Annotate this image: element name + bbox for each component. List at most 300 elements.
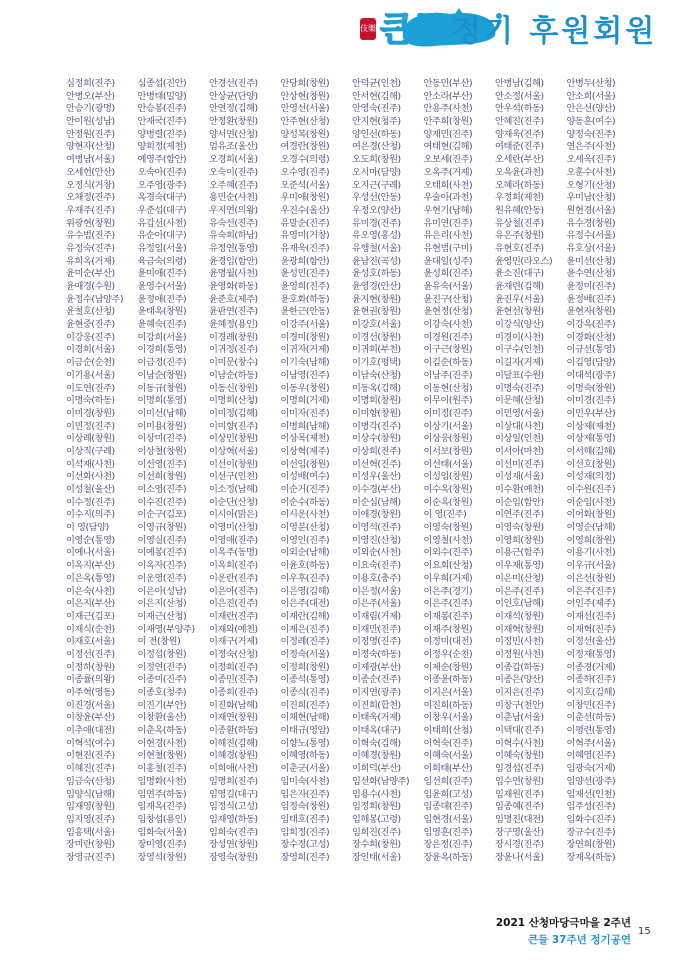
member-name: 이선이(창원) (209, 458, 258, 470)
member-name: 이정연(진주) (137, 661, 187, 673)
member-name: 이춘옥(하동) (137, 725, 187, 737)
member-name: 이미경(진주) (566, 395, 616, 407)
member-name: 이재혁(창원) (495, 623, 544, 635)
member-name: 이종환(하동) (209, 725, 258, 737)
member-name: 이정하(창원) (66, 661, 115, 673)
member-name: 이미정(진주) (423, 407, 473, 419)
member-name: 이도연(진주) (66, 382, 115, 394)
member-name: 이태희(산청) (423, 725, 473, 737)
member-name: 이정희(진주) (209, 661, 258, 673)
member-name: 윤광희(함안) (280, 255, 330, 267)
member-name: 이상혁(제주) (280, 445, 330, 457)
member-name: 이정우(순천) (423, 648, 473, 660)
member-name: 안병남(김해) (495, 78, 544, 89)
member-name: 유정연(통영) (209, 242, 258, 254)
member-name: 이순임(함안) (495, 496, 544, 508)
member-name: 이상제(통영) (566, 433, 616, 445)
member-name: 이성임(창원) (423, 471, 473, 483)
member-name: 유순아(대구) (137, 230, 187, 242)
member-name: 유숙선(진주) (209, 217, 258, 229)
member-name: 이남주(진주) (423, 369, 473, 381)
member-name: 이연주(진주) (495, 509, 544, 521)
member-name: 안영숙(진주) (352, 103, 401, 115)
member-name: 안주현(산청) (280, 116, 330, 128)
member-name: 유은리(사천) (423, 230, 473, 242)
member-name: 임경섭(진주) (495, 763, 544, 775)
member-name: 안영선(서울) (280, 103, 330, 115)
member-name: 이경례(창원) (209, 331, 258, 343)
member-name: 오태희(사천) (423, 179, 473, 191)
member-name: 임재영(하동) (209, 813, 258, 825)
member-name: 이금정(진주) (137, 357, 187, 369)
member-name: 윤성호(하동) (352, 268, 401, 280)
member-name: 이영규(창원) (137, 522, 187, 534)
member-name: 유갑선(사천) (137, 217, 187, 229)
member-name: 이희애(사천) (209, 763, 258, 775)
member-name: 오옥주(거제) (423, 166, 473, 178)
member-name: 이강숙(사천) (423, 319, 473, 331)
member-name: 윤정수(남양주) (66, 293, 124, 305)
member-name: 이기호(평택) (352, 357, 401, 369)
member-name: 이옥지(부산) (66, 560, 115, 572)
member-name: 이진희(합천) (352, 699, 401, 711)
member-name: 이용호(충주) (352, 572, 401, 584)
member-name: 이영진(산청) (352, 534, 401, 546)
member-name: 이기용(서울) (66, 369, 115, 381)
member-name: 이미정(김해) (209, 407, 258, 419)
member-name: 우술아(과천) (423, 192, 473, 204)
member-name: 이종석(통영) (280, 674, 330, 686)
member-name: 이영희(창원) (495, 534, 544, 546)
member-name: 윤대일(성주) (423, 255, 473, 267)
member-name: 심정희(진주) (66, 78, 115, 89)
member-name: 이정선(진주) (66, 648, 115, 660)
member-name: 이시아(맑은) (209, 509, 258, 521)
member-name: 이은진(진주) (209, 598, 258, 610)
member-name: 윤영화(하동) (209, 281, 258, 292)
member-name: 이태규(영암) (280, 725, 330, 737)
member-name: 이김영(담양) (566, 357, 616, 369)
member-name: 안당희(창원) (280, 78, 330, 89)
member-name: 오보세(진주) (423, 154, 473, 166)
member-name: 이명희(산청) (209, 395, 258, 407)
member-name: 임재선(인천) (566, 788, 616, 800)
member-name: 이강호(서울) (352, 319, 401, 331)
member-name: 오세헌(안산) (66, 166, 115, 178)
member-name: 이경미(창원) (280, 331, 330, 343)
member-name: 안재국(진주) (137, 116, 187, 128)
member-name: 이현철(창원) (137, 750, 187, 762)
member-name: 이종식(진주) (280, 687, 330, 698)
member-name: 오훈수(사천) (566, 166, 616, 178)
member-name: 양정숙(진주) (566, 128, 616, 140)
member-name: 이경희(서울) (66, 344, 115, 356)
member-name: 오수영(진주) (280, 166, 330, 178)
member-name: 오세란(부산) (495, 154, 544, 166)
member-name: 이수정(진주) (66, 496, 115, 508)
member-name: 이선미(진주) (495, 458, 544, 470)
member-name: 임광숙(거제) (566, 763, 616, 775)
member-name: 이명숙(창원) (566, 382, 616, 394)
member-name: 유정임(서울) (137, 242, 187, 254)
member-name: 유현범(구미) (423, 242, 473, 254)
member-name: 이선화(사천) (66, 471, 115, 483)
member-name: 안상현(창원) (280, 90, 330, 102)
member-name: 이정숙(서울) (280, 648, 330, 660)
member-name: 장재옥(하동) (566, 851, 616, 863)
member-name: 장영석(창원) (137, 851, 187, 863)
member-name: 임해봉(고령) (352, 813, 401, 825)
member-name: 이재란(김해) (280, 610, 330, 622)
member-name: 양희정(제천) (137, 141, 187, 153)
member-name: 장규수(진주) (566, 826, 616, 838)
member-name: 윤미선(산청) (566, 255, 616, 267)
member-name: 이수옥(창원) (423, 484, 473, 495)
member-name: 양인선(하동) (352, 128, 401, 140)
member-name: 오주영(광주) (137, 179, 187, 191)
member-name: 이상일(인천) (495, 433, 544, 445)
member-name: 이태옥(대구) (352, 725, 401, 737)
member-name: 이미향(창원) (352, 407, 401, 419)
member-name: 이시운(사천) (280, 509, 330, 521)
member-name: 이혁숙(김해) (352, 737, 401, 749)
member-name: 이종은(양산) (495, 674, 544, 686)
member-name: 이은정(서울) (352, 585, 401, 597)
member-name: 원유혜(안동) (495, 204, 544, 216)
member-name: 이선영(진주) (137, 458, 187, 470)
member-name: 유재욱(진주) (280, 242, 330, 254)
member-name: 연은주(사천) (566, 141, 616, 153)
member-name: 이수원(진주) (566, 484, 616, 495)
member-name: 이해진(김해) (209, 737, 258, 749)
member-name: 원현경(서울) (566, 204, 616, 216)
member-name: 윤판연(진주) (209, 306, 258, 318)
member-name: 윤한근(안동) (280, 306, 330, 318)
member-name: 이재식(순천) (66, 623, 115, 635)
member-name: 이영미(산청) (209, 522, 258, 534)
member-name: 안지현(청주) (352, 116, 401, 128)
member-name: 이상목(제천) (280, 433, 330, 445)
member-name: 안승기(광명) (66, 103, 115, 115)
member-name: 이용기(사천) (566, 547, 616, 559)
member-name: 안서현(김해) (352, 90, 401, 102)
member-name: 이명숙(하동) (66, 395, 115, 407)
member-name: 임주성(진주) (566, 801, 616, 813)
member-name: 심종섭(진안) (137, 78, 187, 89)
member-name: 이은주(진주) (495, 585, 544, 597)
member-name: 이강식(양산) (495, 319, 544, 331)
member-name: 유현호(진주) (495, 242, 544, 254)
member-name: 이창민(진주) (566, 699, 616, 711)
member-name: 이상수(창원) (352, 433, 401, 445)
member-name: 이종갑(하동) (495, 661, 544, 673)
member-name: 우지연(의왕) (209, 204, 258, 216)
member-name: 이남순(하동) (209, 369, 258, 381)
member-name: 이정희(창원) (280, 661, 330, 673)
member-name: 안소희(서울) (566, 90, 616, 102)
member-name: 이성배(여수) (280, 471, 330, 483)
member-name: 이 영(담양) (66, 522, 109, 534)
member-name: 윤유숙(서울) (423, 281, 473, 292)
member-name: 장시경(진주) (495, 839, 544, 851)
member-name: 이수경(부산) (352, 484, 401, 495)
member-name: 이명희(창원) (352, 395, 401, 407)
member-name: 이미향(진주) (209, 420, 258, 432)
member-name: 임창섭(용인) (137, 813, 187, 825)
member-name: 장성연(창원) (209, 839, 258, 851)
member-name: 이진화(남해) (209, 699, 258, 711)
member-name: 오경희(서울) (209, 154, 258, 166)
member-name: 이금순(순천) (66, 357, 115, 369)
member-name: 오경수(의령) (280, 154, 330, 166)
member-name: 이남숙(산청) (352, 369, 401, 381)
member-name: 이은주(대전) (280, 598, 330, 610)
member-name: 이순옥(창원) (423, 496, 473, 508)
member-name: 이성철(울산) (66, 484, 115, 495)
member-name: 임희진(진주) (352, 826, 401, 838)
member-name: 이재주(창원) (423, 623, 473, 635)
member-name: 이귀자(거제) (280, 344, 330, 356)
member-name: 이춘군(서울) (280, 763, 330, 775)
member-name: 이은지(산청) (137, 598, 187, 610)
member-name: 양서연(산청) (209, 128, 258, 140)
member-name: 안용주(사천) (423, 103, 473, 115)
member-name: 이성우(울산) (352, 471, 401, 483)
member-name: 오지근(구례) (352, 179, 401, 191)
member-name: 이진기(부안) (137, 699, 187, 711)
member-name: 이동옥(김해) (352, 382, 401, 394)
member-name: 윤소진(대구) (495, 268, 544, 280)
member-name: 이영순(통영) (66, 534, 115, 546)
member-name: 이경원(진주) (423, 331, 473, 343)
member-name: 윤미순(부산) (66, 268, 115, 280)
member-name: 유오영(홍성) (352, 230, 401, 242)
member-name: 오세욱(진주) (566, 154, 616, 166)
member-name: 여은경(산청) (352, 141, 401, 153)
member-name: 이외순(남해) (280, 547, 330, 559)
member-name: 우진수(울산) (280, 204, 330, 216)
member-name: 유수경(창원) (566, 217, 616, 229)
member-name: 이은영(김해) (280, 585, 330, 597)
member-name: 이미선(남해) (137, 407, 187, 419)
member-name: 이재은(진주) (280, 623, 330, 635)
member-name: 이선임(창원) (280, 458, 330, 470)
member-name: 이소영(진주) (137, 484, 187, 495)
member-name: 이정원(사천) (495, 648, 544, 660)
member-name: 우정오(양산) (352, 204, 401, 216)
member-name: 이은지(부산) (66, 598, 115, 610)
member-name: 이은주(진주) (423, 598, 473, 610)
member-name: 이기숙(남해) (280, 357, 330, 369)
member-name: 육금숙(의령) (137, 255, 187, 267)
member-name: 이옥희(진주) (209, 560, 258, 572)
member-name: 이 영(진주) (423, 509, 467, 521)
member-name: 유영미(거창) (280, 230, 330, 242)
member-name: 이무이(원주) (423, 395, 473, 407)
member-name: 이남영(진주) (280, 369, 330, 381)
member-name: 이진희(하동) (423, 699, 473, 711)
member-name: 이종경(거제) (566, 661, 616, 673)
member-name: 이재와(예천) (209, 623, 258, 635)
member-name: 이재란(진주) (209, 610, 258, 622)
member-name: 이선태(서울) (423, 458, 473, 470)
member-name: 유미경(진주) (352, 217, 401, 229)
member-name: 임태호(진주) (280, 813, 330, 825)
member-name: 임용수(사천) (352, 788, 401, 800)
member-name: 윤수연(산청) (566, 268, 616, 280)
member-name: 이동신(창원) (209, 382, 258, 394)
member-name: 윤철호(산청) (66, 306, 115, 318)
member-name: 안정원(진주) (66, 128, 115, 140)
member-name: 유상철(진주) (495, 217, 544, 229)
member-name: 우미남(산청) (566, 192, 616, 204)
member-name: 이외순(사천) (352, 547, 401, 559)
member-name: 이은주(경기) (423, 585, 473, 597)
member-name: 이운란(진주) (209, 572, 258, 584)
member-name: 양동훈(여수) (566, 116, 616, 128)
member-name: 장연희(창원) (566, 839, 616, 851)
member-name: 양병렬(진주) (137, 128, 187, 140)
member-name: 이창환(울산) (137, 712, 187, 724)
member-name: 이정재(통영) (566, 648, 616, 660)
member-name: 윤명월(사천) (209, 268, 258, 280)
member-name: 이혜숙(서울) (423, 750, 473, 762)
member-name: 이예봉(진주) (137, 547, 187, 559)
member-name: 임양선(광주) (566, 775, 616, 787)
member-name: 이미용(창원) (137, 420, 187, 432)
member-name: 유정숙(진주) (66, 242, 115, 254)
member-name: 이종하(진주) (566, 674, 616, 686)
member-name: 임희숙(진주) (209, 826, 258, 838)
member-name: 윤영민(라오스) (495, 255, 553, 267)
member-name: 이혜영(진주) (566, 750, 616, 762)
member-name: 이윤호(하동) (280, 560, 330, 572)
member-name: 윤성희(진주) (423, 268, 473, 280)
member-name: 임재영(창원) (66, 801, 115, 813)
member-name: 이은선(창원) (566, 572, 616, 584)
member-name: 이종률(의왕) (66, 674, 115, 686)
member-name: 우미애(창원) (280, 192, 330, 204)
member-name: 장수희(창원) (352, 839, 401, 851)
member-name: 예영주(함안) (137, 154, 187, 166)
member-name: 이동우(창원) (280, 382, 330, 394)
member-name: 오혜라(하동) (495, 179, 544, 191)
member-name: 이강옥(진주) (566, 319, 616, 331)
member-name: 이정섭(창원) (137, 648, 187, 660)
member-name: 오숙이(진주) (209, 166, 258, 178)
member-name: 안동민(부산) (423, 78, 473, 89)
member-name: 이은아(성남) (137, 585, 187, 597)
member-name: 이창구(천안) (495, 699, 544, 711)
member-name: 이재만(진주) (352, 623, 401, 635)
member-name: 여병남(서울) (66, 154, 115, 166)
member-name: 임재원(진주) (495, 788, 544, 800)
member-name: 안병두(산청) (566, 78, 616, 89)
member-name: 이규선(통영) (566, 344, 616, 356)
member-name: 윤재련(김해) (495, 281, 544, 292)
member-name: 이명숙(진주) (495, 382, 544, 394)
member-name: 이소정(남해) (209, 484, 258, 495)
member-name: 이대석(광주) (566, 369, 616, 381)
member-name: 윤준호(제주) (209, 293, 258, 305)
member-name: 윤진구(산청) (423, 293, 473, 305)
member-name: 임홍택(서울) (66, 826, 115, 838)
logo-seal: 伎樂 (360, 18, 376, 40)
member-name: 이재림(거제) (352, 610, 401, 622)
member-name: 이재근(김포) (66, 610, 115, 622)
member-name: 오준석(서울) (280, 179, 330, 191)
member-name: 이서보(창원) (423, 445, 473, 457)
member-name: 장구영(울산) (495, 826, 544, 838)
member-name: 장윤옥(하동) (423, 851, 473, 863)
member-name: 이영석(진주) (352, 522, 401, 534)
member-name: 유숙희(하남) (209, 230, 258, 242)
member-name: 이정숙(하동) (352, 648, 401, 660)
member-name: 이은주(서울) (352, 598, 401, 610)
member-name: 이예나(서울) (66, 547, 115, 559)
member-name: 윤진우(서울) (495, 293, 544, 305)
member-name: 이영순(남해) (566, 522, 616, 534)
member-name: 임정희(창원) (352, 801, 401, 813)
member-name: 이동규(창원) (137, 382, 187, 394)
member-name: 이주혁(영동) (66, 687, 115, 698)
member-name: 이종미(진주) (137, 674, 187, 686)
member-name: 오숙아(진주) (137, 166, 187, 178)
member-name: 임명화(사천) (137, 775, 187, 787)
member-name: 이혜영(하동) (280, 750, 330, 762)
member-name: 이외수(진주) (423, 547, 473, 559)
page-title: 정기 후원회원 (452, 14, 658, 49)
member-name: 이강희(서울) (137, 331, 187, 343)
member-name: 이상웅(창원) (423, 433, 473, 445)
member-name: 이김순(하동) (423, 357, 473, 369)
member-name: 임정식(고성) (209, 801, 258, 813)
member-name: 이영숙(창원) (423, 522, 473, 534)
member-name: 이구수(인천) (495, 344, 544, 356)
member-name-grid (66, 78, 638, 874)
member-name: 양성복(창원) (280, 128, 330, 140)
member-name: 여태현(김해) (423, 141, 473, 153)
member-name: 이인호(남해) (495, 598, 544, 610)
member-name: 이지연(광주) (352, 687, 401, 698)
member-name: 이정선(울산) (566, 636, 616, 648)
member-name: 윤호화(하동) (280, 293, 330, 305)
member-name: 우현기(남해) (423, 204, 473, 216)
member-name: 이종윤(하동) (423, 674, 473, 686)
member-name: 이재석(창원) (495, 610, 544, 622)
member-name: 이병희(남해) (280, 420, 330, 432)
member-name: 이현진(진주) (66, 750, 115, 762)
member-name: 윤혜숙(진주) (137, 319, 187, 331)
member-name: 이재영(부양주) (137, 623, 195, 635)
member-name: 윤성민(진주) (280, 268, 330, 280)
member-name: 안정환(창원) (209, 116, 258, 128)
member-name: 위광현(창원) (66, 217, 115, 229)
member-name: 윤영희(진주) (280, 281, 330, 292)
member-name: 이종희(진주) (209, 687, 258, 698)
member-name: 이서아(마천) (495, 445, 544, 457)
member-name: 윤지현(창원) (352, 293, 401, 305)
member-name: 이상혁(서울) (209, 445, 258, 457)
member-name: 이병각(진주) (352, 420, 401, 432)
member-name: 이춘남(서울) (495, 712, 544, 724)
member-name: 임은자(진주) (280, 788, 330, 800)
member-name: 이제순(창원) (423, 661, 473, 673)
member-name: 이재선(진주) (566, 610, 616, 622)
member-name: 이재연(창원) (209, 712, 258, 724)
member-name: 안은선(양산) (566, 103, 616, 115)
member-name: 오옥윤(과천) (495, 166, 544, 178)
